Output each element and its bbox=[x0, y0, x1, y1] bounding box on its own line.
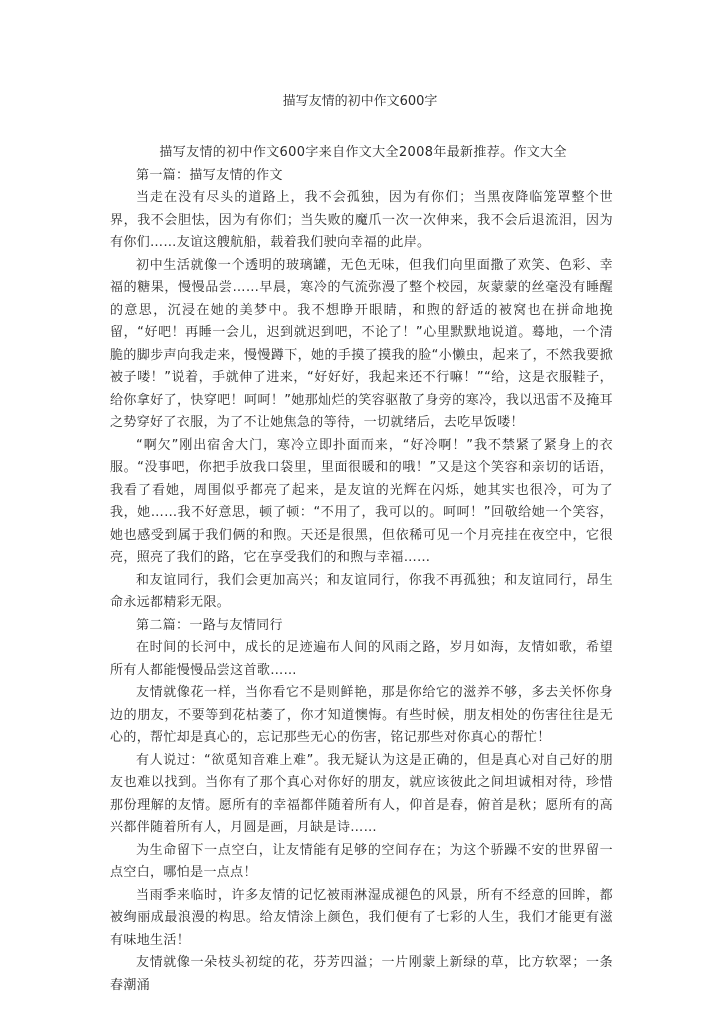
section-heading: 第二篇：一路与友情同行 bbox=[136, 617, 283, 633]
paragraph: 当雨季来临时，许多友情的记忆被雨淋湿成褪色的风景，所有不经意的回眸，都被绚丽成最浪漫的构思。给友情涂上颜色，我们便有了七彩的人生，我们才能更有滋有味地生活！ bbox=[110, 887, 613, 948]
section-heading: 第一篇：描写友情的作文 bbox=[136, 167, 283, 183]
paragraph: 有人说过：“欲觅知音难上难”。我无疑认为这是正确的，但是真心对自己好的朋友也难以找到。当你有了那个真心对你好的朋友，就应该彼此之间坦诚相对待，珍惜那份理解的友情。愿所有的幸福都伴随着所有人，仰首是春，俯首是秋；愿所有的高兴都伴随着所有人，月圆是画，月缺是诗…… bbox=[110, 752, 613, 835]
paragraph: 友情就像一朵枝头初绽的花，芬芳四溢；一片刚蒙上新绿的草，比方软翠；一条春潮涌 bbox=[110, 955, 613, 993]
paragraph: 友情就像花一样，当你看它不是则鲜艳，那是你给它的滋养不够，多去关怀你身边的朋友，不要等到花枯萎了，你才知道懊悔。有些时候，朋友相处的伤害往往是无心的，帮忙却是真心的，忘记那些无心的伤害，铭记那些对你真心的帮忙！ bbox=[110, 685, 613, 745]
document-title: 描写友情的初中作文600字 bbox=[282, 94, 438, 109]
document-body bbox=[110, 142, 613, 997]
paragraph: 为生命留下一点空白，让友情能有足够的空间存在；为这个骄躁不安的世界留一点空白，哪怕是一点点！ bbox=[110, 842, 613, 880]
intro-paragraph: 描写友情的初中作文600字来自作文大全2008年最新推荐。作文大全 bbox=[159, 145, 567, 160]
paragraph: 当走在没有尽头的道路上，我不会孤独，因为有你们；当黑夜降临笼罩整个世界，我不会胆怯，因为有你们；当失败的魔爪一次一次伸来，我不会后退流泪，因为有你们……友谊这艘航船，载着我们驶向幸福的此岸。 bbox=[110, 190, 613, 250]
paragraph: 在时间的长河中，成长的足迹遍布人间的风雨之路，岁月如海，友情如歌，希望所有人都能慢慢品尝这首歌…… bbox=[110, 640, 613, 678]
paragraph: 初中生活就像一个透明的玻璃罐，无色无味，但我们向里面撒了欢笑、色彩、幸福的糖果，慢慢品尝……早晨，寒冷的气流弥漫了整个校园，灰蒙蒙的丝毫没有睡醒的意思，沉浸在她的美梦中。我不想睁开眼睛，和煦的舒适的被窝也在拼命地挽留，“好吧！再睡一会儿，迟到就迟到吧，不论了！”心里默默地说道。蓦地，一个清脆的脚步声向我走来，慢慢蹲下，她的手摸了摸我的脸“小懒虫，起来了，不然我要掀被子喽！”说着，手就伸了进来，“好好好，我起来还不行嘛！”“给，这是衣服鞋子，给你拿好了，快穿吧！呵呵！”她那灿烂的笑容驱散了身旁的寒冷，我以迅雷不及掩耳之势穿好了衣服，为了不让她焦急的等待，一切就绪后，去吃早饭喽！ bbox=[110, 257, 613, 430]
paragraph: 和友谊同行，我们会更加高兴；和友谊同行，你我不再孤独；和友谊同行，昂生命永远都精彩无限。 bbox=[110, 572, 613, 610]
paragraph: “啊欠”刚出宿舍大门，寒冷立即扑面而来，“好冷啊！”我不禁紧了紧身上的衣服。“没事吧，你把手放我口袋里，里面很暖和的哦！”又是这个笑容和亲切的话语，我看了看她，周围似乎都亮了起来，是友谊的光辉在闪烁，她其实也很冷，可为了我，她……我不好意思，顿了顿：“不用了，我可以的。呵呵！”回敬给她一个笑容，她也感受到属于我们俩的和煦。天还是很黑，但依稀可见一个月亮挂在夜空中，它很亮，照亮了我们的路，它在享受我们的和煦与幸福…… bbox=[110, 437, 613, 565]
